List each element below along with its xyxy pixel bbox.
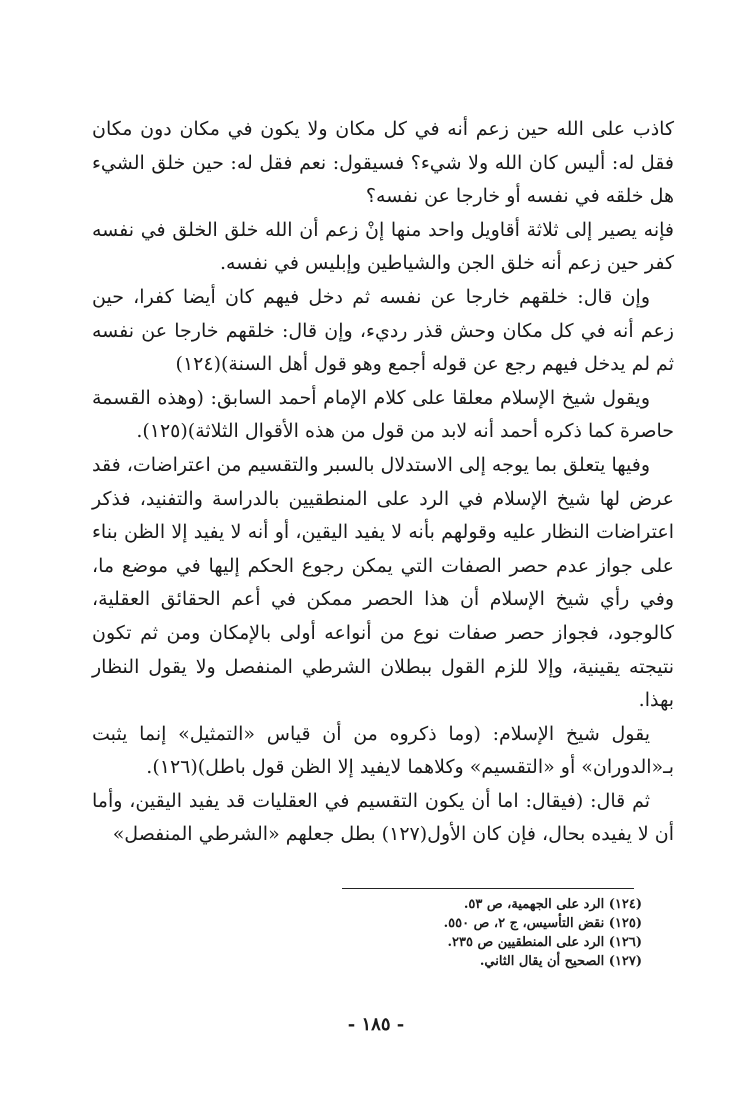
footnote-126: (١٢٦) الرد على المنطقيين ص ٢٣٥.: [447, 935, 642, 950]
paragraph-7: ثم قال: (فيقال: اما أن يكون التقسيم في العقليات قد يفيد اليقين، وأما أن لا يفيده بحال، فإن كان الأول(١٢٧) بطل جعلهم «الشرطي المنفصل»: [92, 789, 674, 846]
paragraph-1: كاذب على الله حين زعم أنه في كل مكان ولا يكون في مكان دون مكان فقل له: أليس كان الله ولا شيء؟ فسيقول: نعم فقل له: حين خلق الشيء هل خلقه في نفسه أو خارجا عن نفسه؟: [92, 118, 674, 208]
paragraph-2: فإنه يصير إلى ثلاثة أقاويل واحد منها إنْ زعم أن الله خلق الخلق في نفسه كفر حين زعم أنه خلق الجن والشياطين وإبليس في نفسه.: [92, 218, 674, 275]
page-number: - ١٨٥ -: [347, 1014, 405, 1035]
footnotes: [300, 895, 642, 971]
footnote-127: (١٢٧) الصحيح أن يقال الثاني.: [479, 954, 642, 969]
footnote-124: (١٢٤) الرد على الجهمية، ص ٥٣.: [463, 897, 642, 912]
footnote-divider: [342, 888, 634, 889]
footnote-125: (١٢٥) نقض التأسيس، ج ٢، ص ٥٥٠.: [443, 916, 642, 931]
paragraph-4: ويقول شيخ الإسلام معلقا على كلام الإمام أحمد السابق: (وهذه القسمة حاصرة كما ذكره أحمد أنه لابد من قول من هذه الأقوال الثلاثة)(١٢٥).: [92, 386, 674, 443]
paragraph-5: وفيها يتعلق بما يوجه إلى الاستدلال بالسبر والتقسيم من اعتراضات، فقد عرض لها شيخ الإسلام في الرد على المنطقيين بالدراسة والتفنيد، فذكر اعتراضات النظار عليه وقولهم بأنه لا يفيد اليقين، أو أنه لا يفيد إلا الظن بناء على جواز عدم حصر الصفات التي يمكن رجوع الحكم إليها في موضع ما، وفي رأي شيخ الإسلام أن هذا الحصر ممكن في أعم الحقائق العقلية، كالوجود، فجواز حصر صفات نوع من أنواعه أولى بالإمكان ومن ثم تكون نتيجته يقينية، وإلا للزم القول ببطلان الشرطي المنفصل ولا يقول النظار بهذا.: [92, 453, 674, 712]
main-text: [92, 113, 674, 852]
paragraph-6: يقول شيخ الإسلام: (وما ذكروه من أن قياس «التمثيل» إنما يثبت بـ«الدوران» أو «التقسيم» وكلاهما لايفيد إلا الظن قول باطل)(١٢٦).: [92, 722, 674, 779]
paragraph-3: وإن قال: خلقهم خارجا عن نفسه ثم دخل فيهم كان أيضا كفرا، حين زعم أنه في كل مكان وحش قذر رديء، وإن قال: خلقهم خارجا عن نفسه ثم لم يدخل فيهم رجع عن قوله أجمع وهو قول أهل السنة)(١٢٤): [92, 285, 674, 376]
